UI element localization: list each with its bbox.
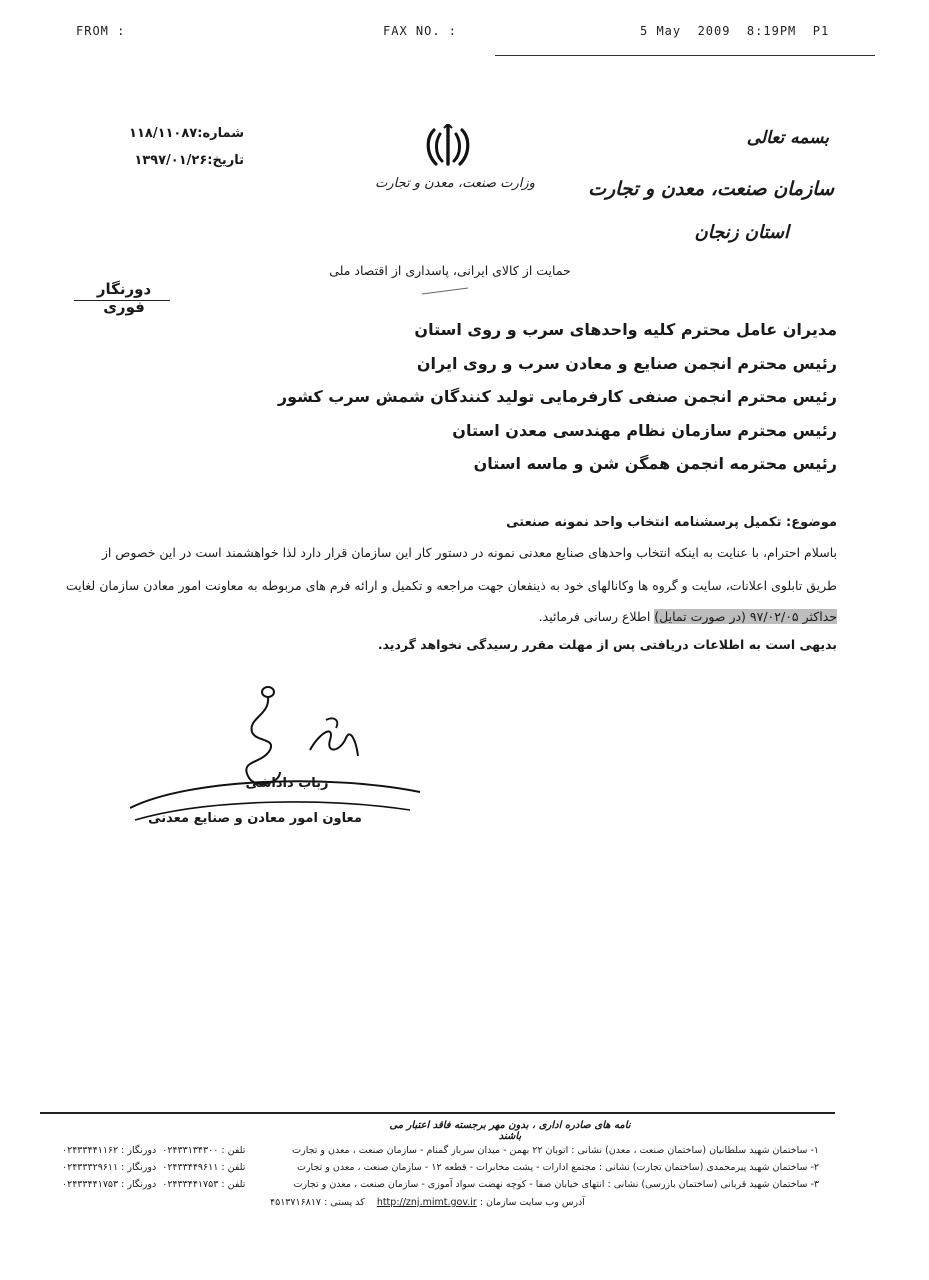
slogan-underline bbox=[420, 284, 470, 298]
recipient-line: رئیس محترم سازمان نظام مهندسی معدن استان bbox=[452, 421, 837, 440]
footer-address: ۳- ساختمان شهید قربانی (ساختمان بازرسی) نشانی : انتهای خیابان صفا - کوچه نهضت سواد آموزی - سازمان صنعت ، معدن و تجارت bbox=[293, 1179, 819, 1190]
footer-postal-label: کد پستی : bbox=[324, 1197, 365, 1208]
fax-from: FROM : bbox=[76, 24, 126, 38]
recipient-line: رئیس محترم انجمن صنفی کارفرمایی تولید کنندگان شمش سرب کشور bbox=[277, 387, 837, 406]
footer-phone-label: تلفن : bbox=[221, 1145, 246, 1156]
footer-rule bbox=[40, 1112, 835, 1114]
ministry-name: وزارت صنعت، معدن و تجارت bbox=[375, 176, 535, 191]
footer-fax: ۰۲۴۳۳۴۴۱۱۶۲ bbox=[62, 1145, 119, 1156]
footer-fax-label: دورنگار : bbox=[121, 1145, 157, 1156]
footer-phone-label: تلفن : bbox=[221, 1162, 246, 1173]
footer-phone: ۰۲۴۳۳۴۴۱۷۵۳ bbox=[162, 1179, 219, 1190]
body-line: طریق تابلوی اعلانات، سایت و گروه ها وکانالهای خود به ذینفعان جهت مراجعه و تکمیل و ارائه فرم های مربوطه به معاونت امور معادن سازمان لغایت bbox=[65, 578, 837, 593]
footer-fax-label: دورنگار : bbox=[121, 1162, 157, 1173]
fax-datetime: 5 May 2009 8:19PM P1 bbox=[640, 24, 830, 38]
footer-fax: ۰۲۴۳۳۳۲۹۶۱۱ bbox=[62, 1162, 119, 1173]
footer-contacts bbox=[62, 1179, 245, 1190]
body-line: باسلام احترام، با عنایت به اینکه انتخاب واحدهای صنایع معدنی نمونه در دستور کار این سازمان قرار دارد لذا خواهشمند است در این خصوص از bbox=[101, 545, 837, 560]
footer-note: نامه های صادره اداری ، بدون مهر برجسته فاقد اعتبار می باشند bbox=[389, 1120, 631, 1142]
footer-phone: ۰۲۴۳۳۴۴۹۶۱۱ bbox=[162, 1162, 219, 1173]
footer-fax-label: دورنگار : bbox=[121, 1179, 157, 1190]
basmala: بسمه تعالی bbox=[746, 128, 829, 148]
footer-postal: ۴۵۱۳۷۱۶۸۱۷ bbox=[270, 1197, 322, 1208]
organization-province: استان زنجان bbox=[694, 222, 789, 243]
footer-website-link[interactable]: http://znj.mimt.gov.ir bbox=[376, 1197, 477, 1208]
footer-fax: ۰۲۴۳۳۴۴۱۷۵۳ bbox=[62, 1179, 119, 1190]
footer-phone: ۰۲۴۳۳۱۳۴۳۰۰ bbox=[162, 1145, 219, 1156]
iran-emblem-icon bbox=[424, 124, 472, 170]
subject: موضوع: تکمیل پرسشنامه انتخاب واحد نمونه صنعتی bbox=[506, 515, 837, 530]
deadline-highlight: حداکثر ۹۷/۰۲/۰۵ (در صورت تمایل) bbox=[654, 609, 837, 624]
signatory-name: رباب داداشی bbox=[245, 776, 329, 791]
footer-address: ۲- ساختمان شهید پیرمحمدی (ساختمان تجارت) نشانی : مجتمع ادارات - پشت مخابرات - قطعه ۱۲ - سازمان صنعت ، معدن و تجارت bbox=[297, 1162, 819, 1173]
footer-contacts bbox=[62, 1145, 245, 1156]
urgent-fax-label: دورنگار فوری bbox=[96, 280, 152, 316]
fax-number: FAX NO. : bbox=[383, 24, 458, 38]
letter-number bbox=[129, 126, 244, 141]
recipient-line: رئیس محترمه انجمن همگن شن و ماسه استان bbox=[473, 454, 837, 473]
urgent-underline bbox=[74, 300, 170, 301]
letter-date-value: ۱۳۹۷/۰۱/۲۶ bbox=[134, 153, 208, 168]
recipient-line: رئیس محترم انجمن صنایع و معادن سرب و روی ایران bbox=[416, 354, 837, 373]
footer-web-postal bbox=[270, 1197, 585, 1208]
signatory-title: معاون امور معادن و صنایع معدنی bbox=[148, 811, 362, 826]
body-line-rest: اطلاع رسانی فرمائید. bbox=[538, 609, 655, 624]
footer-contacts bbox=[62, 1162, 245, 1173]
organization-name: سازمان صنعت، معدن و تجارت bbox=[588, 178, 834, 200]
letter-date-label: تاریخ: bbox=[207, 153, 244, 168]
recipient-line: مدیران عامل محترم کلیه واحدهای سرب و روی استان bbox=[414, 320, 837, 339]
body-line: بدیهی است به اطلاعات دریافتی پس از مهلت مقرر رسیدگی نخواهد گردید. bbox=[377, 637, 837, 652]
letter-date bbox=[132, 153, 244, 168]
footer-website-label: آدرس وب سایت سازمان : bbox=[479, 1197, 585, 1208]
fax-header-rule bbox=[495, 55, 875, 56]
letter-number-value: ۱۱۸/۱۱۰۸۷ bbox=[129, 126, 198, 141]
letter-number-label: شماره: bbox=[197, 126, 244, 141]
footer-address: ۱- ساختمان شهید سلطانیان (ساختمان صنعت ، معدن) نشانی : اتوبان ۲۲ بهمن - میدان سرباز گمنام - سازمان صنعت ، معدن و تجارت bbox=[292, 1145, 819, 1156]
footer-phone-label: تلفن : bbox=[221, 1179, 246, 1190]
slogan: حمایت از کالای ایرانی، پاسداری از اقتصاد ملی bbox=[329, 263, 571, 278]
body-line bbox=[539, 609, 837, 624]
